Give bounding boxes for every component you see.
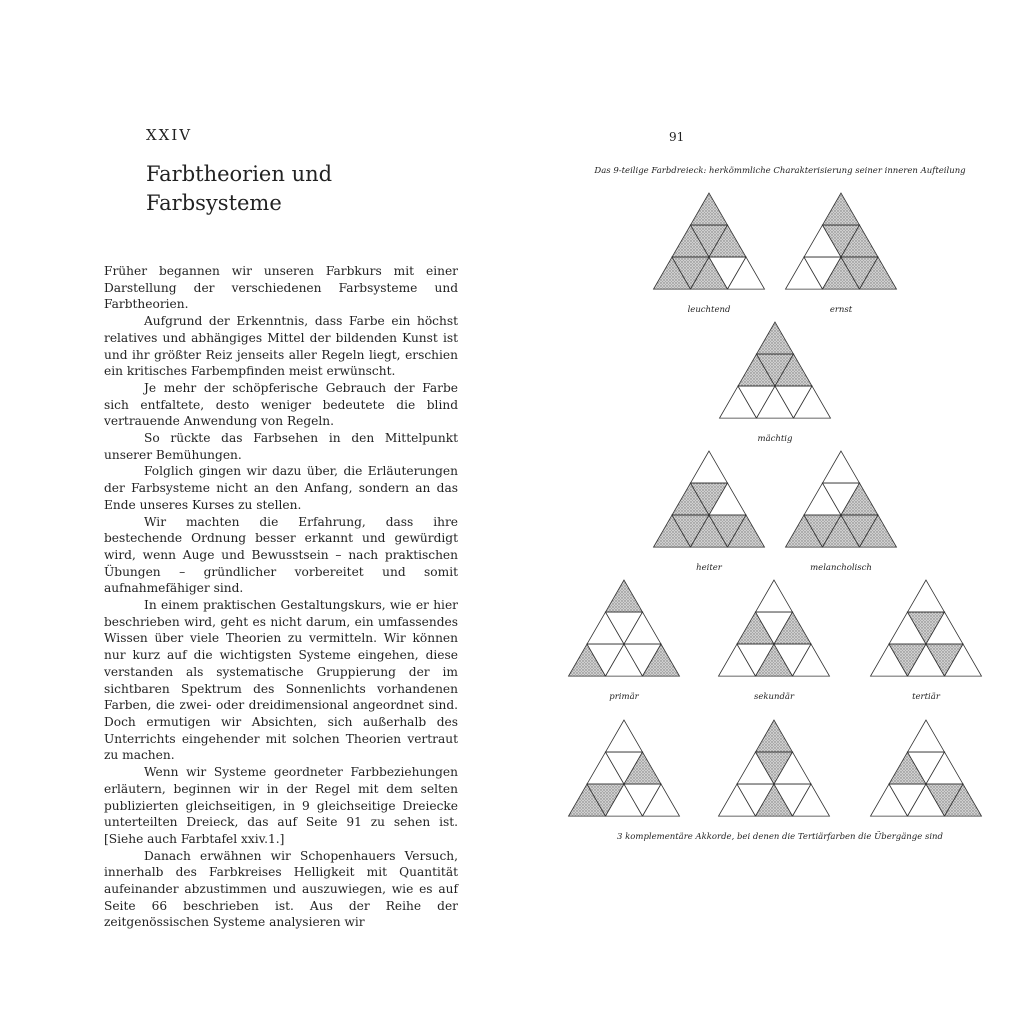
nine-part-triangle bbox=[720, 322, 831, 418]
nine-part-triangle bbox=[719, 720, 830, 816]
paragraph: In einem praktischen Gestaltungskurs, wie er hier beschrieben wird, geht es nicht darum, ein umfassendes Wissen über viele Theorien zu vermitteln. Wir können nur kurz auf die wichtigsten Systeme eingehen, diese verstanden als systematische Gruppierung der im sichtbaren Spektrum des Sonnenlichts vorhandenen Farben, die zwei- oder dreidimensional angeordnet sind. Doch ermutigen wir Absichten, sich außerhalb des Unterrichts eingehender mit solchen Theorien vertraut zu machen. bbox=[104, 598, 458, 763]
nine-part-triangle bbox=[786, 193, 897, 289]
paragraph: Wenn wir Systeme geordneter Farbbeziehungen erläutern, beginnen wir in der Regel mit dem selten publizierten gleichseitigen, in 9 gleichseitige Dreiecke unterteilten Dreieck, das auf Seite 91 zu sehen ist. [Siehe auch Farbtafel xxiv.1.] bbox=[104, 765, 458, 846]
paragraph: Folglich gingen wir dazu über, die Erläuterungen der Farbsysteme nicht an den Anfang, sondern an das Ende unseres Kurses zu stellen. bbox=[104, 464, 458, 512]
triangle-cell bbox=[756, 580, 793, 612]
figure-caption: Das 9-teilige Farbdreieck: herkömmliche Charakterisierung seiner inneren Aufteilung bbox=[594, 166, 966, 176]
triangle-cell bbox=[908, 580, 945, 612]
label-maechtig: mächtig bbox=[757, 434, 793, 444]
chapter-number: XXIV bbox=[146, 126, 193, 144]
label-heiter: heiter bbox=[696, 563, 722, 573]
paragraph: Aufgrund der Erkenntnis, dass Farbe ein höchst relatives und abhängiges Mittel der bildenden Kunst ist und ihr größter Reiz jenseits aller Regeln liegt, erschien ein kritisches Farbempfinden meist erwünscht. bbox=[104, 314, 458, 379]
paragraph: Früher begannen wir unseren Farbkurs mit einer Darstellung der verschiedenen Farbsysteme und Farbtheorien. bbox=[104, 264, 458, 312]
nine-part-triangle bbox=[569, 720, 680, 816]
paragraph: Danach erwähnen wir Schopenhauers Versuch, innerhalb des Farbkreises Helligkeit mit Quantität aufeinander abzustimmen und auszuwiegen, wie es auf Seite 66 beschrieben ist. Aus der Reihe der zeitgenössischen Systeme analysieren wir bbox=[104, 848, 458, 930]
chapter-title-line-2: Farbsysteme bbox=[146, 191, 282, 215]
chapter-title-line-1: Farbtheorien und bbox=[146, 162, 333, 186]
nine-part-triangle bbox=[654, 193, 765, 289]
label-primaer: primär bbox=[609, 692, 639, 702]
triangle-cell bbox=[756, 720, 793, 752]
nine-part-triangle bbox=[719, 580, 830, 676]
label-melancholisch: melancholisch bbox=[810, 563, 872, 573]
triangle-cell bbox=[908, 720, 945, 752]
label-sekundaer: sekundär bbox=[753, 692, 795, 702]
bottom-caption: 3 komplementäre Akkorde, bei denen die Tertiärfarben die Übergänge sind bbox=[617, 832, 943, 842]
paragraph: Je mehr der schöpferische Gebrauch der Farbe sich entfaltete, desto weniger bedeutete die blind vertrauende Anwendung von Regeln. bbox=[104, 380, 458, 429]
triangle-cell bbox=[757, 322, 794, 354]
triangle-cell bbox=[606, 720, 643, 752]
label-leuchtend: leuchtend bbox=[687, 305, 731, 315]
page-number: 91 bbox=[669, 130, 685, 144]
nine-part-triangle bbox=[569, 580, 680, 676]
label-ernst: ernst bbox=[829, 305, 853, 315]
label-tertiaer: tertiär bbox=[912, 692, 940, 702]
triangle-cell bbox=[691, 451, 728, 483]
triangle-cell bbox=[691, 193, 728, 225]
triangle-cell bbox=[823, 451, 860, 483]
nine-part-triangle bbox=[871, 720, 982, 816]
triangle-cell bbox=[823, 193, 860, 225]
triangle-cell bbox=[606, 580, 643, 612]
nine-part-triangle bbox=[871, 580, 982, 676]
nine-part-triangle bbox=[654, 451, 765, 547]
nine-part-triangle bbox=[786, 451, 897, 547]
paragraph: So rückte das Farbsehen in den Mittelpunkt unserer Bemühungen. bbox=[104, 431, 458, 462]
paragraph: Wir machten die Erfahrung, dass ihre bestechende Ordnung besser erkannt und gewürdigt wird, wenn Auge und Bewusstsein – nach praktischen Übungen – gründlicher vorbereitet und somit aufnahmefähiger sind. bbox=[104, 514, 458, 596]
